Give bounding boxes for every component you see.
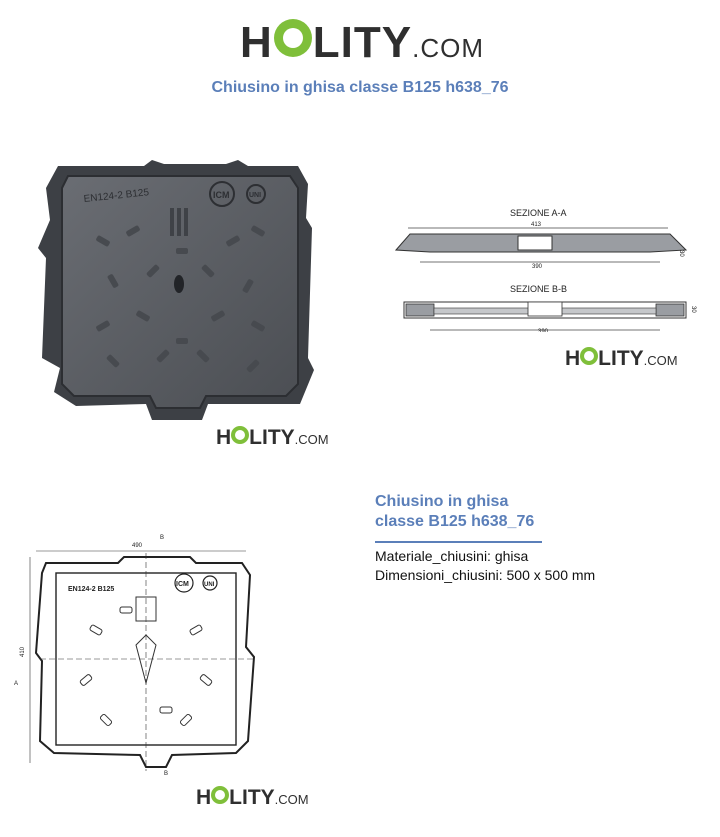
section-a-side-dim: 30 — [678, 250, 684, 257]
drawing-watermark-logo: H LITY .COM — [196, 786, 309, 809]
page-title: Chiusino in ghisa classe B125 h638_76 — [211, 79, 509, 96]
section-a-bottom-dim: 390 — [532, 264, 543, 270]
lid-marking: EN124-2 B125 — [83, 187, 150, 205]
logo-o-icon — [211, 786, 229, 804]
brand-logo[interactable] — [240, 18, 484, 68]
logo-o-icon — [580, 347, 598, 365]
section-watermark-logo: H LITY .COM — [565, 347, 678, 370]
section-a-top-dim: 413 — [531, 222, 542, 228]
marker-b-bottom: B — [164, 771, 169, 777]
drawing-uni-text: UNI — [204, 582, 215, 588]
width-dim: 490 — [132, 543, 143, 549]
spec-material: Materiale_chiusini: ghisa — [375, 548, 529, 564]
section-drawings — [390, 202, 700, 332]
product-title-line1: Chiusino in ghisa — [375, 493, 509, 510]
logo-o-icon — [231, 426, 249, 444]
technical-drawing — [10, 527, 270, 777]
logo-suffix: .COM — [412, 33, 484, 63]
drawing-icm-text: ICM — [176, 581, 189, 588]
spec-list — [375, 547, 595, 585]
photo-watermark-logo: H LITY .COM — [216, 426, 329, 449]
lid-grip-bars — [170, 208, 188, 236]
icm-badge-text: ICM — [213, 190, 230, 200]
product-photo — [36, 158, 322, 426]
keyhole-icon — [174, 275, 184, 293]
spec-dimensions: Dimensioni_chiusini: 500 x 500 mm — [375, 567, 596, 583]
section-b-bottom-dim: 390 — [538, 329, 549, 332]
logo-o-icon — [274, 19, 312, 57]
marker-b-top: B — [160, 535, 165, 541]
section-b-side-dim: 30 — [690, 306, 696, 313]
logo-letters: LITY — [312, 18, 413, 67]
drawing-lid-marking: EN124-2 B125 — [68, 586, 115, 593]
uni-badge-text: UNI — [249, 192, 262, 199]
title-divider — [375, 541, 542, 543]
height-dim: 410 — [20, 646, 26, 657]
product-title — [375, 492, 534, 532]
section-a-label: SEZIONE A-A — [510, 208, 567, 218]
product-title-line2: classe B125 h638_76 — [375, 513, 535, 530]
logo-letter-h: H — [240, 18, 273, 67]
marker-a: A — [14, 681, 19, 687]
section-b-label: SEZIONE B-B — [510, 284, 568, 294]
